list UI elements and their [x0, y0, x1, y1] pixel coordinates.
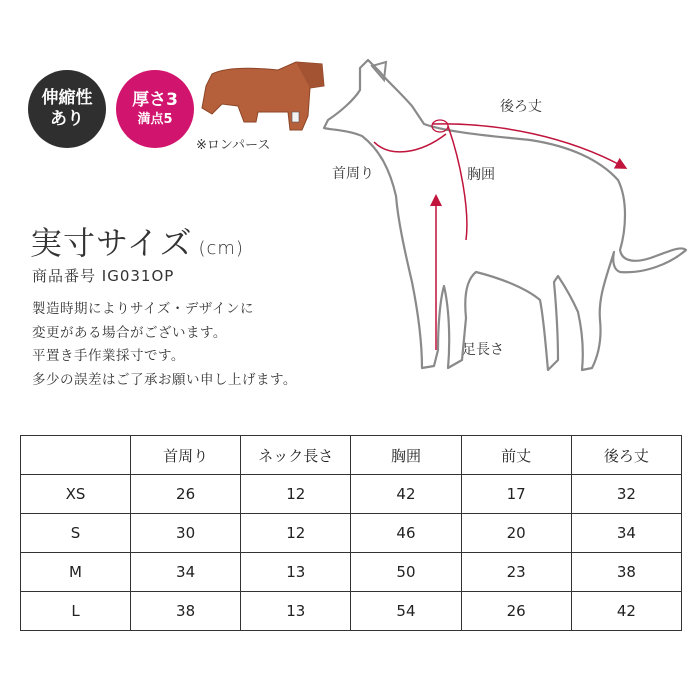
page-title — [30, 218, 244, 264]
header-cell: 首周り — [131, 436, 241, 475]
header-cell — [21, 436, 131, 475]
notes — [32, 298, 297, 392]
title-unit: (cm) — [198, 238, 244, 259]
table-cell: 30 — [131, 514, 241, 553]
table-row — [21, 514, 682, 553]
product-number: 商品番号 IG031OP — [32, 267, 175, 285]
neck-measure-line — [374, 134, 446, 152]
thickness-badge-line1: 厚さ3 — [132, 90, 178, 111]
table-cell: L — [21, 592, 131, 631]
table-cell: 50 — [351, 553, 461, 592]
label-leg-length: 足長さ — [462, 342, 504, 358]
label-chest: 胸囲 — [467, 167, 495, 183]
table-cell: 23 — [461, 553, 571, 592]
thickness-badge-line2: 満点5 — [137, 111, 173, 127]
table-cell: 32 — [571, 475, 681, 514]
table-cell: 34 — [131, 553, 241, 592]
table-row — [21, 592, 682, 631]
table-cell: 46 — [351, 514, 461, 553]
table-cell: S — [21, 514, 131, 553]
table-cell: 13 — [241, 592, 351, 631]
note-line: 製造時期によりサイズ・デザインに — [32, 301, 254, 317]
table-cell: 20 — [461, 514, 571, 553]
table-cell: XS — [21, 475, 131, 514]
table-row — [21, 553, 682, 592]
table-cell: 17 — [461, 475, 571, 514]
title-text: 実寸サイズ — [30, 224, 193, 262]
table-cell: 38 — [571, 553, 681, 592]
stretch-badge-line1: 伸縮性 — [41, 87, 93, 108]
table-cell: 12 — [241, 514, 351, 553]
header-cell: 前丈 — [461, 436, 571, 475]
table-cell: M — [21, 553, 131, 592]
table-header-row — [21, 436, 682, 475]
note-line: 変更がある場合がございます。 — [32, 324, 227, 341]
thickness-badge — [116, 70, 194, 148]
header-cell: 後ろ丈 — [571, 436, 681, 475]
note-line: 多少の誤差はご了承お願い申し上げます。 — [32, 371, 297, 388]
table-cell: 34 — [571, 514, 681, 553]
table-cell: 26 — [131, 475, 241, 514]
table-cell: 12 — [241, 475, 351, 514]
header-cell: ネック長さ — [241, 436, 351, 475]
table-cell: 42 — [351, 475, 461, 514]
size-table — [20, 435, 682, 631]
table-cell: 54 — [351, 592, 461, 631]
photo-caption: ※ロンパース — [196, 138, 271, 153]
table-cell: 38 — [131, 592, 241, 631]
chest-measure-line — [448, 126, 467, 240]
table-cell: 13 — [241, 553, 351, 592]
label-back-length: 後ろ丈 — [500, 99, 542, 115]
table-cell: 26 — [461, 592, 571, 631]
label-neck: 首周り — [332, 166, 374, 182]
stretch-badge-line2: あり — [50, 109, 84, 129]
header-cell: 胸囲 — [351, 436, 461, 475]
stretch-badge — [28, 70, 106, 148]
table-cell: 42 — [571, 592, 681, 631]
table-row — [21, 475, 682, 514]
note-line: 平置き手作業採寸です。 — [32, 348, 185, 364]
